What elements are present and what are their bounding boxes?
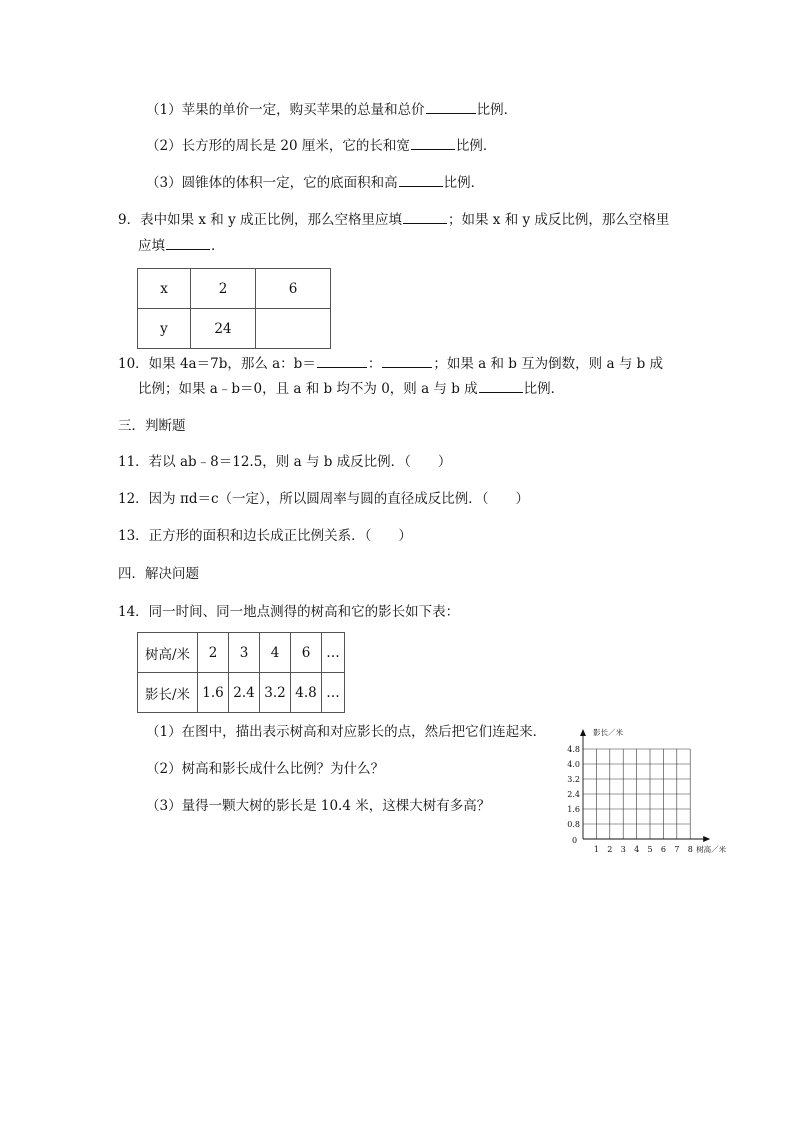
x-tick-label: 4 [634,845,640,854]
q14-sub-3: （3）量得一颗大树的影长是 10.4 米，这棵大树有多高？ [146,798,491,814]
x-tick-label: 8 [687,845,693,854]
x-tick-label: 5 [647,845,653,854]
table-cell: y [138,309,191,349]
q10-text-e: 比例． [523,381,565,397]
q14-table [137,632,345,713]
q10-text-d: 比例；如果 a﹣b＝0，且 a 和 b 均不为 0，则 a 与 b 成 [138,381,478,397]
q10-line-2 [138,379,564,399]
table-cell: 4 [260,633,291,673]
answer-blank[interactable] [403,211,447,224]
origin-label: 0 [572,836,578,845]
q12: 12．因为 πd＝c（一定），所以圆周率与圆的直径成反比例．（ ） [118,491,530,507]
q9-line-2 [138,236,225,256]
answer-blank[interactable] [317,355,367,368]
q8-sub-2 [146,136,496,156]
table-cell: 3.2 [260,673,291,713]
q8-sub-2-text: （2）长方形的周长是 20 厘米，它的长和宽 [146,138,410,154]
section-heading-3: 三．判断题 [118,418,186,434]
y-tick-label: 2.4 [567,790,580,799]
answer-blank[interactable] [166,237,210,250]
table-cell: 影长/米 [138,673,198,713]
answer-blank[interactable] [426,101,476,114]
answer-blank[interactable] [479,380,523,393]
y-tick-label: 4.0 [567,760,580,769]
q10-text-b: ： [367,356,382,372]
table-row [138,633,345,673]
q9-text-b: ；如果 x 和 y 成反比例，那么空格里 [448,212,670,228]
q8-sub-1-text: （1）苹果的单价一定，购买苹果的总量和总价 [146,102,425,118]
x-tick-label: 3 [620,845,626,854]
q9-table [137,268,331,349]
answer-blank[interactable] [399,174,443,187]
table-cell: 24 [191,309,256,349]
answer-blank[interactable] [382,355,432,368]
table-cell[interactable] [256,309,331,349]
table-cell: 3 [229,633,260,673]
table-row [138,673,345,713]
q14-sub-1: （1）在图中，描出表示树高和对应影长的点，然后把它们连起来． [146,724,547,740]
q14-sub-2: （2）树高和影长成什么比例？为什么？ [146,761,385,777]
q8-sub-2-tail: 比例． [455,138,497,154]
table-cell: 4.8 [291,673,322,713]
q9-text-a: 9．表中如果 x 和 y 成正比例，那么空格里应填 [118,212,402,228]
table-cell: 6 [256,269,331,309]
q8-sub-1-tail: 比例． [476,102,518,118]
table-cell: 2.4 [229,673,260,713]
q9-line-1 [118,210,669,230]
table-cell: x [138,269,191,309]
table-row [138,309,331,349]
coordinate-grid-chart[interactable] [560,722,750,862]
q8-sub-3-tail: 比例． [443,175,485,191]
table-cell: 2 [198,633,229,673]
x-axis-arrow-icon [703,836,710,842]
x-tick-label: 2 [607,845,613,854]
table-row [138,269,331,309]
table-cell: 1.6 [198,673,229,713]
q14-stem: 14．同一时间、同一地点测得的树高和它的影长如下表： [118,604,460,620]
q8-sub-1 [146,100,517,120]
q11: 11．若以 ab﹣8＝12.5，则 a 与 b 成反比例．（ ） [118,454,452,470]
x-tick-label: 6 [660,845,666,854]
x-tick-label: 1 [593,845,599,854]
q13: 13．正方形的面积和边长成正比例关系．（ ） [118,528,412,544]
y-tick-label: 0.8 [567,820,580,829]
section-heading-4: 四．解决问题 [118,566,199,582]
x-tick-label: 7 [674,845,680,854]
y-tick-label: 1.6 [567,805,580,814]
q8-sub-3-text: （3）圆锥体的体积一定，它的底面积和高 [146,175,398,191]
q9-text-c: 应填 [138,238,165,254]
table-cell: 6 [291,633,322,673]
x-axis-label: 树高／米 [696,845,727,854]
q10-text-c: ；如果 a 和 b 互为倒数，则 a 与 b 成 [433,356,664,372]
y-tick-label: 4.8 [567,745,580,754]
q9-text-d: ． [211,238,225,254]
y-axis-label: 影长／米 [593,728,623,737]
q10-text-a: 10．如果 4a＝7b，那么 a：b＝ [118,356,316,372]
q10-line-1 [118,354,663,374]
table-cell: … [322,673,345,713]
table-cell: 树高/米 [138,633,198,673]
y-axis-arrow-icon [580,729,586,736]
y-tick-label: 3.2 [567,775,580,784]
q8-sub-3 [146,173,484,193]
table-cell: … [322,633,345,673]
table-cell: 2 [191,269,256,309]
answer-blank[interactable] [411,137,455,150]
